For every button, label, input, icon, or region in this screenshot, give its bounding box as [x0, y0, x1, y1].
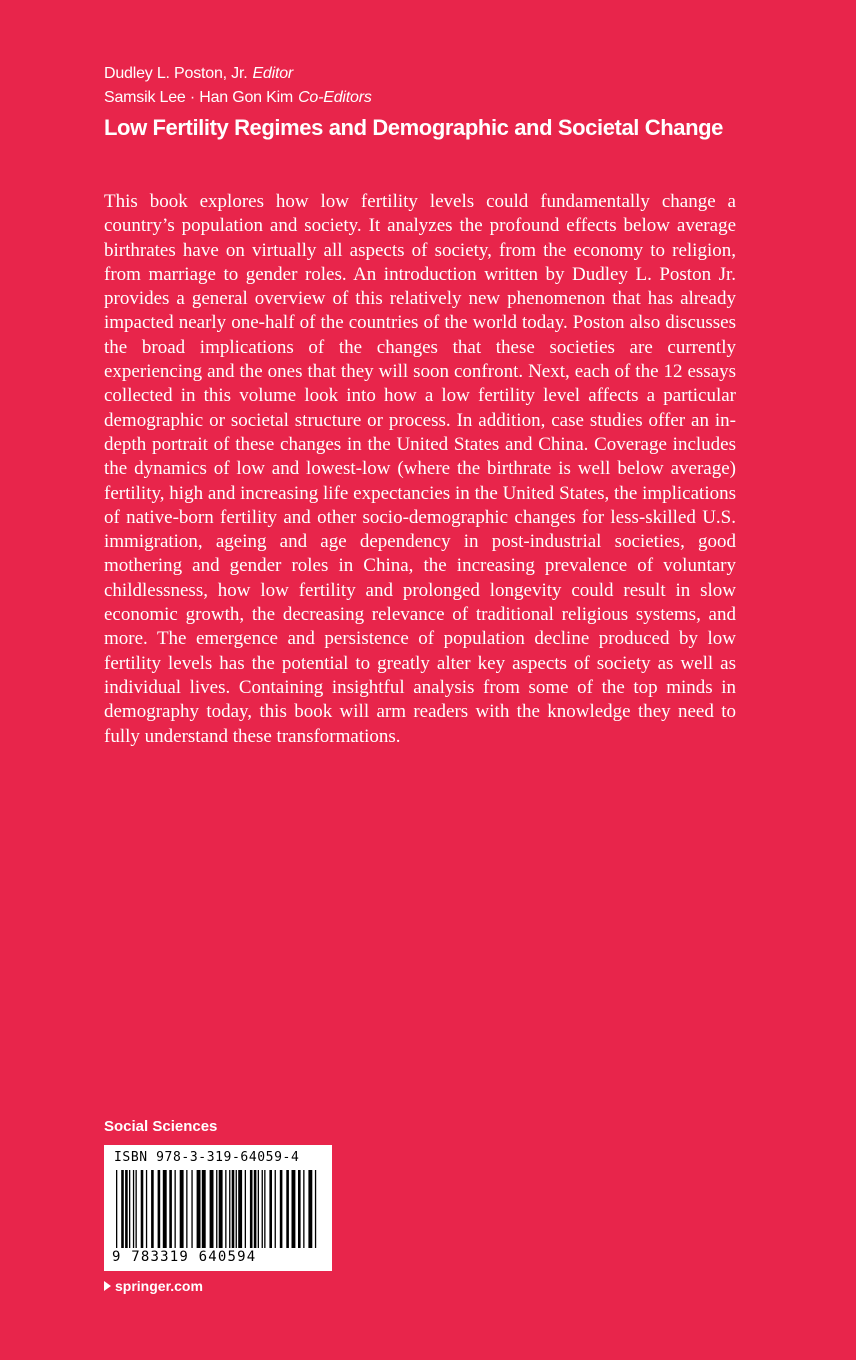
barcode-bar [254, 1170, 257, 1248]
co-editor-names: Samsik Lee · Han Gon Kim [104, 89, 294, 106]
barcode-bar [146, 1170, 147, 1248]
barcode-bar [186, 1170, 187, 1248]
barcode-bar [303, 1170, 304, 1248]
triangle-arrow-icon [104, 1281, 111, 1291]
barcode-bar [216, 1170, 217, 1248]
barcode-bar [298, 1170, 301, 1248]
barcode-bar [116, 1170, 117, 1248]
barcode-bar [169, 1170, 172, 1248]
barcode-bar [133, 1170, 134, 1248]
barcode-digits: 9 783319 640594 [112, 1249, 257, 1265]
barcode-bar [210, 1170, 214, 1248]
barcode-bar [202, 1170, 206, 1248]
editor-line [104, 62, 804, 86]
editor-role: Editor [252, 65, 294, 82]
barcode-bars [114, 1170, 322, 1250]
barcode-bar [197, 1170, 201, 1248]
barcode-bar [163, 1170, 167, 1248]
barcode-bar [269, 1170, 272, 1248]
co-editors-line [104, 86, 804, 110]
barcode-bar [262, 1170, 263, 1248]
barcode-bar [236, 1170, 237, 1248]
subject-category: Social Sciences [104, 1118, 218, 1135]
isbn-label: ISBN 978-3-319-64059-4 [114, 1150, 300, 1165]
barcode-bar [258, 1170, 259, 1248]
barcode-bar [225, 1170, 226, 1248]
barcode-bar [292, 1170, 296, 1248]
barcode-bar [191, 1170, 192, 1248]
barcode-bar [286, 1170, 289, 1248]
barcode-bar [280, 1170, 283, 1248]
barcode-bar [175, 1170, 176, 1248]
barcode-bar [136, 1170, 137, 1248]
book-description: This book explores how low fertility levels could fundamentally change a country’s population and society. It analyzes the profound effects below average birthrates have on virtually all aspects of society, from the economy to religion, from marriage to gender roles. An introduction written by Dudley L. Poston Jr. provides a general overview of this relatively new phenomenon that has already impacted nearly one-half of the countries of the world today. Poston also discusses the broad implications of the changes that these societies are currently experiencing and the ones that they will soon confront. Next, each of the 12 essays collected in this volume look into how a low fertility level affects a particular demographic or societal structure or process. In addition, case studies offer an in-depth portrait of these changes in the United States and China. Coverage includes the dynamics of low and lowest-low (where the birthrate is well below average) fertility, high and increasing life expectancies in the United States, the implications of native-born fertility and other socio-demographic changes for less-skilled U.S. immigration, ageing and age dependency in post-industrial societies, good mothering and gender roles in China, the increasing prevalence of voluntary childlessness, how low fertility and prolonged longevity could result in slow economic growth, the decreasing relevance of traditional religious systems, and more. The emergence and persistence of population decline produced by low fertility levels has the potential to greatly alter key aspects of society as well as individual lives. Containing insightful analysis from some of the top minds in demography today, this book will arm readers with the knowledge they need to fully understand these transformations. [104, 191, 736, 747]
barcode-bar [180, 1170, 184, 1248]
barcode-bar [121, 1170, 124, 1248]
barcode-bar [308, 1170, 312, 1248]
barcode-bar [275, 1170, 276, 1248]
barcode-bar [245, 1170, 246, 1248]
barcode-bar [238, 1170, 242, 1248]
publisher-website[interactable] [104, 1277, 203, 1295]
barcode-bar [250, 1170, 253, 1248]
barcode-bar [232, 1170, 235, 1248]
barcode-bar [229, 1170, 230, 1248]
barcode-bar [264, 1170, 265, 1248]
co-editor-role: Co-Editors [298, 89, 372, 106]
barcode-bar [129, 1170, 130, 1248]
editor-name: Dudley L. Poston, Jr. [104, 65, 248, 82]
credits-block [104, 62, 804, 142]
book-title: Low Fertility Regimes and Demographic and Societal Change [104, 115, 723, 140]
barcode-bar [125, 1170, 128, 1248]
website-link[interactable]: springer.com [115, 1278, 203, 1294]
barcode-bar [141, 1170, 144, 1248]
barcode-bar [315, 1170, 316, 1248]
barcode-bar [151, 1170, 154, 1248]
barcode-bar [219, 1170, 223, 1248]
isbn-barcode [104, 1145, 332, 1271]
barcode-bar [158, 1170, 161, 1248]
